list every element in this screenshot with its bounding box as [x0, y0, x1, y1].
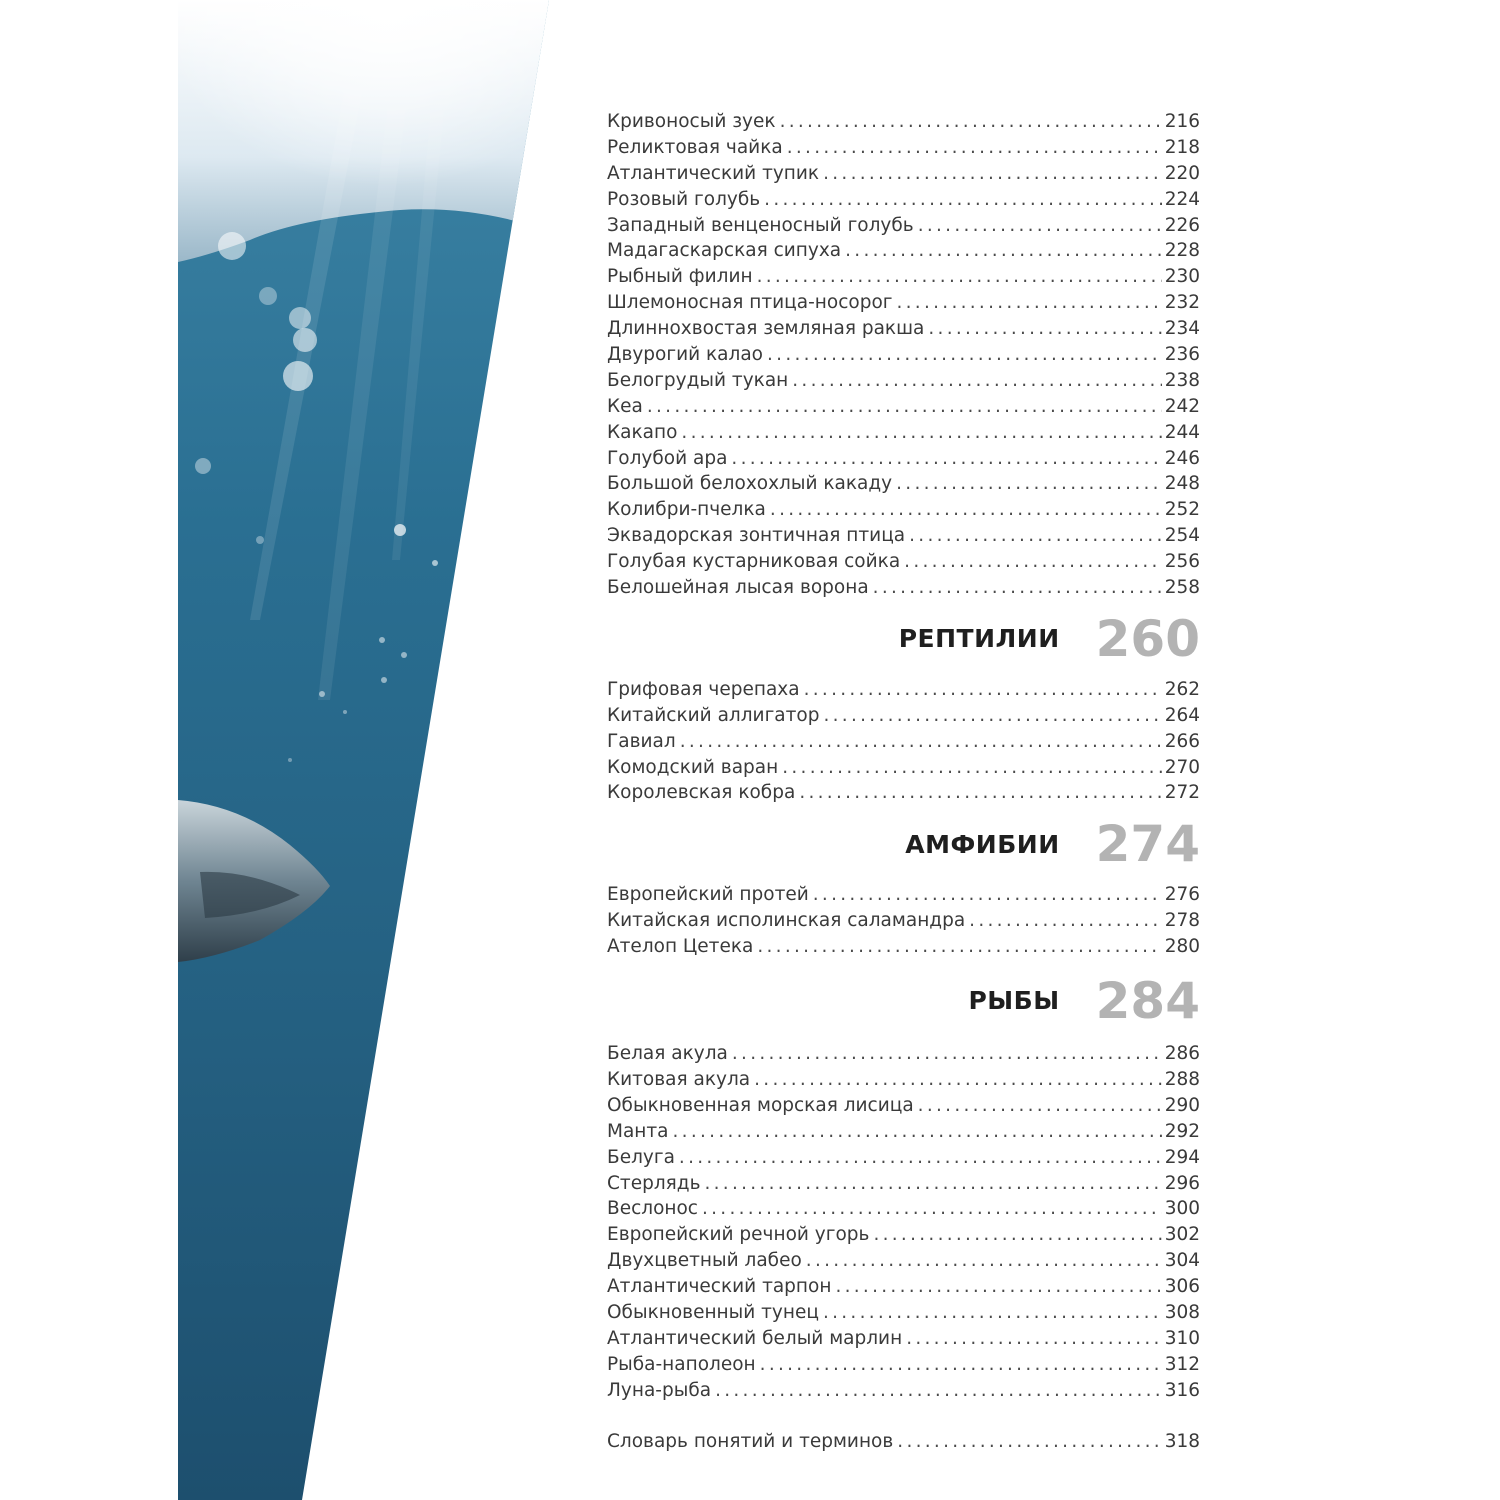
- toc-entry-title: Длиннохвостая земляная ракша: [607, 318, 925, 340]
- toc-entry-page: 276: [1164, 884, 1200, 906]
- toc-entry[interactable]: [607, 213, 1200, 239]
- toc-entry-title: Стерлядь: [607, 1172, 701, 1194]
- toc-entry[interactable]: [607, 290, 1200, 316]
- toc-leader-dots: [909, 523, 1162, 549]
- toc-entry-title: Западный венценосный голубь: [607, 214, 914, 236]
- toc-entry-page: 294: [1164, 1146, 1200, 1168]
- toc-leader-dots: [906, 1326, 1162, 1352]
- toc-leader-dots: [799, 780, 1161, 806]
- toc-entry[interactable]: [607, 342, 1200, 368]
- toc-leader-dots: [813, 882, 1162, 908]
- toc-entry[interactable]: [607, 161, 1200, 187]
- toc-leader-dots: [673, 1119, 1162, 1145]
- section-heading-amphibians: [607, 806, 1200, 882]
- toc-entry[interactable]: [607, 1326, 1200, 1352]
- toc-leader-dots: [679, 1145, 1162, 1171]
- toc-amphibians-list: [607, 882, 1200, 960]
- toc-entry-page: 264: [1164, 704, 1200, 726]
- toc-entry[interactable]: [607, 1248, 1200, 1274]
- toc-leader-dots: [702, 1196, 1162, 1222]
- toc-entry-title: Обыкновенный тунец: [607, 1301, 819, 1323]
- toc-entry[interactable]: [607, 755, 1200, 781]
- toc-leader-dots: [969, 908, 1162, 934]
- toc-entry-page: 308: [1164, 1301, 1200, 1323]
- toc-leader-dots: [787, 135, 1162, 161]
- toc-entry[interactable]: [607, 394, 1200, 420]
- toc-entry-page: 278: [1164, 910, 1200, 932]
- toc-entry[interactable]: [607, 1300, 1200, 1326]
- toc-entry-title: Белошейная лысая ворона: [607, 577, 869, 599]
- toc-entry-title: Голубой ара: [607, 447, 728, 469]
- toc-leader-dots: [754, 1067, 1162, 1093]
- toc-entry-title: Атлантический тупик: [607, 162, 820, 184]
- toc-entry-page: 218: [1164, 136, 1200, 158]
- toc-entry-title: Китовая акула: [607, 1068, 751, 1090]
- toc-entry-page: 288: [1164, 1068, 1200, 1090]
- toc-leader-dots: [767, 342, 1162, 368]
- toc-entry-page: 242: [1164, 395, 1200, 417]
- toc-entry-page: 252: [1164, 499, 1200, 521]
- toc-entry[interactable]: [607, 703, 1200, 729]
- toc-entry-title: Европейский речной угорь: [607, 1224, 870, 1246]
- toc-entry-page: 318: [1164, 1430, 1200, 1452]
- toc-entry-page: 238: [1164, 369, 1200, 391]
- toc-entry-page: 290: [1164, 1094, 1200, 1116]
- toc-entry-title: Европейский протей: [607, 884, 809, 906]
- toc-leader-dots: [680, 729, 1162, 755]
- toc-entry-page: 216: [1164, 111, 1200, 132]
- toc-entry[interactable]: [607, 677, 1200, 703]
- toc-entry-title: Веслонос: [607, 1198, 698, 1220]
- toc-entry[interactable]: [607, 238, 1200, 264]
- toc-entry-title: Голубая кустарниковая сойка: [607, 551, 901, 573]
- toc-leader-dots: [823, 703, 1161, 729]
- toc-entry-title: Китайская исполинская саламандра: [607, 910, 966, 932]
- toc-entry[interactable]: [607, 1093, 1200, 1119]
- toc-entry[interactable]: [607, 368, 1200, 394]
- toc-entry-page: 302: [1164, 1224, 1200, 1246]
- toc-entry-page: 312: [1164, 1353, 1200, 1375]
- toc-leader-dots: [792, 368, 1161, 394]
- toc-leader-dots: [823, 1300, 1162, 1326]
- toc-entry-title: Белогрудый тукан: [607, 369, 789, 391]
- toc-entry[interactable]: [607, 1378, 1200, 1404]
- toc-entry-page: 262: [1164, 678, 1200, 700]
- toc-entry[interactable]: [607, 523, 1200, 549]
- section-name: РЫБЫ: [968, 986, 1060, 1016]
- toc-entry[interactable]: [607, 497, 1200, 523]
- toc-entry-page: 296: [1164, 1172, 1200, 1194]
- toc-entry-page: 306: [1164, 1276, 1200, 1298]
- toc-entry[interactable]: [607, 109, 1200, 135]
- toc-entry-title: Реликтовая чайка: [607, 136, 783, 158]
- toc-entry[interactable]: [607, 1352, 1200, 1378]
- toc-entry[interactable]: [607, 882, 1200, 908]
- toc-entry[interactable]: [607, 780, 1200, 806]
- toc-entry-title: Шлемоносная птица-носорог: [607, 292, 893, 314]
- toc-leader-dots: [896, 471, 1162, 497]
- toc-leader-dots: [757, 264, 1162, 290]
- toc-leader-dots: [715, 1378, 1162, 1404]
- toc-entry[interactable]: [607, 1274, 1200, 1300]
- toc-entry-title: Мадагаскарская сипуха: [607, 240, 842, 262]
- toc-entry-title: Розовый голубь: [607, 188, 761, 210]
- toc-leader-dots: [873, 575, 1162, 601]
- section-page: 274: [1095, 815, 1200, 874]
- toc-entry-page: 248: [1164, 473, 1200, 495]
- toc-entry[interactable]: [607, 316, 1200, 342]
- toc-entry-title: Гавиал: [607, 730, 676, 752]
- section-heading-fish: [607, 960, 1200, 1041]
- toc-entry-title: Белуга: [607, 1146, 675, 1168]
- toc-entry-page: 246: [1164, 447, 1200, 469]
- toc-entry[interactable]: [607, 1222, 1200, 1248]
- toc-entry-title: Двухцветный лабео: [607, 1250, 802, 1272]
- toc-entry[interactable]: [607, 1067, 1200, 1093]
- toc-entry-page: 224: [1164, 188, 1200, 210]
- toc-leader-dots: [804, 677, 1162, 703]
- toc-entry[interactable]: [607, 934, 1200, 960]
- toc-entry-page: 230: [1164, 266, 1200, 288]
- table-of-contents: [607, 109, 1200, 1454]
- toc-entry-title: Какапо: [607, 421, 678, 443]
- toc-entry[interactable]: [607, 471, 1200, 497]
- toc-entry[interactable]: [607, 446, 1200, 472]
- section-page: 260: [1095, 609, 1200, 668]
- toc-leader-dots: [681, 420, 1161, 446]
- toc-entry[interactable]: [607, 420, 1200, 446]
- toc-entry[interactable]: [607, 187, 1200, 213]
- toc-entry[interactable]: [607, 1119, 1200, 1145]
- toc-entry-page: 236: [1164, 344, 1200, 366]
- toc-entry-title: Кривоносый зуек: [607, 111, 776, 132]
- toc-leader-dots: [904, 549, 1162, 575]
- toc-entry-title: Рыба-наполеон: [607, 1353, 756, 1375]
- toc-leader-dots: [782, 755, 1161, 781]
- toc-entry-page: 310: [1164, 1327, 1200, 1349]
- toc-entry-title: Обыкновенная морская лисица: [607, 1094, 914, 1116]
- toc-leader-dots: [757, 934, 1161, 960]
- toc-entry[interactable]: [607, 1171, 1200, 1197]
- toc-leader-dots: [647, 394, 1162, 420]
- toc-entry[interactable]: [607, 549, 1200, 575]
- toc-entry-page: 254: [1164, 525, 1200, 547]
- toc-entry-title: Двурогий калао: [607, 344, 764, 366]
- toc-entry-title: Белая акула: [607, 1043, 728, 1065]
- toc-entry-title: Эквадорская зонтичная птица: [607, 525, 906, 547]
- toc-entry-title: Кеа: [607, 395, 643, 417]
- toc-entry-page: 316: [1164, 1379, 1200, 1401]
- toc-entry-title: Словарь понятий и терминов: [607, 1430, 894, 1452]
- toc-entry-page: 304: [1164, 1250, 1200, 1272]
- toc-leader-dots: [928, 316, 1161, 342]
- toc-entry-title: Комодский варан: [607, 756, 779, 778]
- toc-entry[interactable]: [607, 1196, 1200, 1222]
- toc-leader-dots: [760, 1352, 1162, 1378]
- toc-entry-title: Китайский аллигатор: [607, 704, 820, 726]
- toc-leader-dots: [806, 1248, 1162, 1274]
- toc-leader-dots: [732, 1041, 1162, 1067]
- toc-leader-dots: [731, 446, 1161, 472]
- toc-entry-title: Рыбный филин: [607, 266, 753, 288]
- toc-entry-page: 270: [1164, 756, 1200, 778]
- toc-entry-page: 232: [1164, 292, 1200, 314]
- section-name: АМФИБИИ: [905, 829, 1060, 859]
- toc-entry-glossary[interactable]: [607, 1429, 1200, 1455]
- toc-entry-title: Атлантический белый марлин: [607, 1327, 903, 1349]
- toc-entry-title: Ателоп Цетека: [607, 936, 754, 958]
- toc-entry-page: 286: [1164, 1043, 1200, 1065]
- section-heading-reptiles: [607, 601, 1200, 677]
- toc-entry-page: 258: [1164, 577, 1200, 599]
- section-name: РЕПТИЛИИ: [898, 624, 1060, 654]
- toc-entry[interactable]: [607, 1041, 1200, 1067]
- toc-entry-page: 226: [1164, 214, 1200, 236]
- toc-entry-title: Луна-рыба: [607, 1379, 712, 1401]
- toc-entry-title: Атлантический тарпон: [607, 1276, 832, 1298]
- toc-entry-page: 280: [1164, 936, 1200, 958]
- toc-entry-title: Королевская кобра: [607, 782, 796, 804]
- toc-entry[interactable]: [607, 575, 1200, 601]
- section-page: 284: [1095, 971, 1200, 1030]
- toc-leader-dots: [845, 238, 1162, 264]
- toc-entry[interactable]: [607, 135, 1200, 161]
- toc-entry-page: 244: [1164, 421, 1200, 443]
- toc-entry-page: 234: [1164, 318, 1200, 340]
- toc-reptiles-list: [607, 677, 1200, 806]
- toc-leader-dots: [896, 290, 1161, 316]
- toc-entry-page: 256: [1164, 551, 1200, 573]
- toc-entry-title: Манта: [607, 1120, 669, 1142]
- toc-entry[interactable]: [607, 908, 1200, 934]
- toc-entry[interactable]: [607, 729, 1200, 755]
- toc-entry-title: Большой белохохлый какаду: [607, 473, 893, 495]
- toc-entry-page: 220: [1164, 162, 1200, 184]
- toc-entry-page: 292: [1164, 1120, 1200, 1142]
- toc-leader-dots: [764, 187, 1162, 213]
- toc-leader-dots: [770, 497, 1162, 523]
- toc-birds-list: [607, 109, 1200, 601]
- toc-leader-dots: [835, 1274, 1161, 1300]
- toc-leader-dots: [918, 1093, 1162, 1119]
- toc-leader-dots: [823, 161, 1162, 187]
- toc-leader-dots: [897, 1429, 1161, 1455]
- toc-entry-page: 228: [1164, 240, 1200, 262]
- toc-entry-page: 300: [1164, 1198, 1200, 1220]
- toc-leader-dots: [780, 109, 1162, 135]
- toc-leader-dots: [918, 213, 1162, 239]
- toc-entry[interactable]: [607, 264, 1200, 290]
- toc-entry-page: 272: [1164, 782, 1200, 804]
- toc-leader-dots: [704, 1171, 1161, 1197]
- toc-entry-page: 266: [1164, 730, 1200, 752]
- toc-entry-title: Колибри-пчелка: [607, 499, 766, 521]
- toc-leader-dots: [873, 1222, 1161, 1248]
- toc-fish-list: [607, 1041, 1200, 1403]
- toc-entry-title: Грифовая черепаха: [607, 678, 800, 700]
- toc-entry[interactable]: [607, 1145, 1200, 1171]
